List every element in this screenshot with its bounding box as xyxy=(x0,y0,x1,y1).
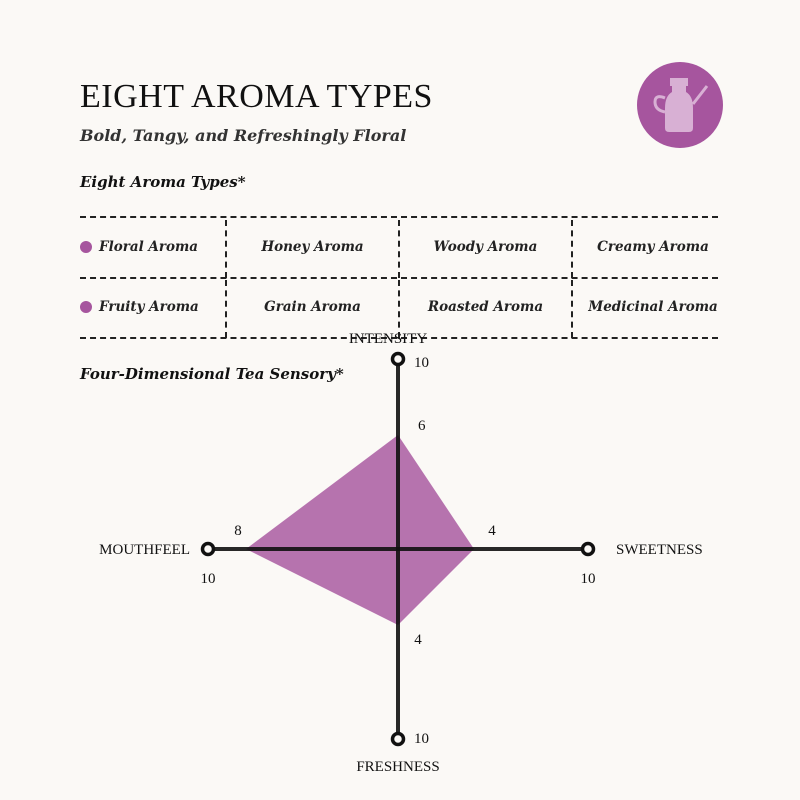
page-subtitle: Bold, Tangy, and Refreshingly Floral xyxy=(80,126,407,145)
aroma-label: Woody Aroma xyxy=(433,239,538,255)
aroma-label: Medicinal Aroma xyxy=(588,299,718,315)
aroma-cell-grain xyxy=(227,278,398,336)
radar-axis-end-marker xyxy=(393,734,404,745)
aroma-cell-creamy xyxy=(573,218,733,276)
aroma-cell-fruity xyxy=(80,278,220,336)
axis-max-label: 10 xyxy=(414,355,429,371)
axis-max-label: 10 xyxy=(200,571,216,587)
aroma-label: Honey Aroma xyxy=(261,239,364,255)
axis-max-label: 10 xyxy=(414,731,429,747)
axis-label-intensity: INTENSITY xyxy=(348,331,428,347)
radar-axis-end-marker xyxy=(393,354,404,365)
data-label-freshness: 4 xyxy=(414,632,422,648)
aroma-cell-roasted xyxy=(400,278,571,336)
data-label-sweetness: 4 xyxy=(488,523,496,539)
highlight-dot-icon xyxy=(80,241,92,253)
radar-axis-end-marker xyxy=(203,544,214,555)
axis-label-mouthfeel: MOUTHFEEL xyxy=(99,542,190,558)
sensory-section-label: Four-Dimensional Tea Sensory* xyxy=(80,365,344,383)
data-label-mouthfeel: 8 xyxy=(234,523,242,539)
highlight-dot-icon xyxy=(80,301,92,313)
radar-axis-end-marker xyxy=(583,544,594,555)
teapot-icon xyxy=(637,62,723,148)
aroma-label: Roasted Aroma xyxy=(427,299,544,315)
aroma-grid xyxy=(80,216,718,338)
axis-max-label: 10 xyxy=(580,571,596,587)
aroma-label: Creamy Aroma xyxy=(597,239,709,255)
page-title: EIGHT AROMA TYPES xyxy=(80,78,433,115)
aroma-cell-floral xyxy=(80,218,220,276)
axis-label-freshness: FRESHNESS xyxy=(356,759,440,775)
aroma-cell-woody xyxy=(400,218,571,276)
aroma-label: Grain Aroma xyxy=(264,299,361,315)
aroma-label: Floral Aroma xyxy=(99,239,199,255)
aroma-cell-honey xyxy=(227,218,398,276)
data-label-intensity: 6 xyxy=(418,418,426,434)
aroma-cell-medicinal xyxy=(573,278,733,336)
aroma-section-label: Eight Aroma Types* xyxy=(80,173,246,191)
radar-value-area xyxy=(246,435,474,625)
axis-label-sweetness: SWEETNESS xyxy=(616,542,703,558)
aroma-label: Fruity Aroma xyxy=(99,299,199,315)
